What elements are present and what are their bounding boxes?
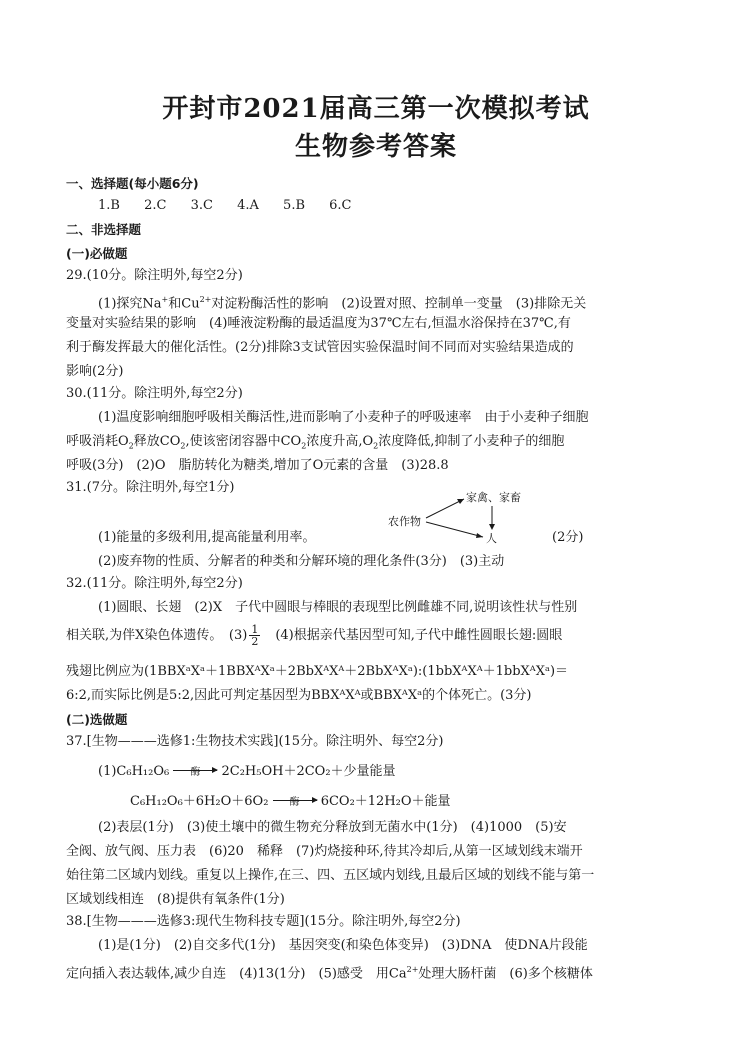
subsection-required: (一)必做题 xyxy=(66,246,128,261)
q32-heading: 32.(11分。除注明外,每空2分) xyxy=(66,576,243,591)
food-web-diagram xyxy=(388,488,538,544)
choice-answers xyxy=(98,196,372,216)
q38-heading: 38.[生物———选修3:现代生物科技专题](15分。除注明外,每空2分) xyxy=(66,914,461,929)
diagram-source-crop: 农作物 xyxy=(388,515,421,528)
q29-heading: 29.(10分。除注明外,每空2分) xyxy=(66,268,243,283)
q31-line-1a: (1)能量的多级利用,提高能量利用率。 xyxy=(98,530,316,545)
answer-3: 3.C xyxy=(190,198,213,213)
q32-line-1: (1)圆眼、长翅 (2)X 子代中圆眼与棒眼的表现型比例雌雄不同,说明该性状与性别 xyxy=(98,600,578,615)
section-heading-choice: 一、选择题(每小题6分) xyxy=(66,176,199,191)
q29-line-1: (1)探究Na+和$Cu^{2+}$对淀粉酶活性的影响 (2)设置对照、控制单一变量 (3)排除无关 xyxy=(98,295,587,312)
q31-line-2: (2)废弃物的性质、分解者的种类和分解环境的理化条件(3分) (3)主动 xyxy=(98,554,505,569)
q32-line-4: 6:2,而实际比例是5:2,因此可判定基因型为BBXᴬXᴬ或BBXᴬXᵃ的个体死亡。(3分) xyxy=(66,688,532,703)
q38-line-2: 定向插入表达载体,减少自连 (4)13(1分) (5)感受 用$Ca^{2+}$处理大肠杆菌 (6)多个核糖体 xyxy=(66,965,593,982)
q37-heading: 37.[生物———选修1:生物技术实践](15分。除注明外、每空2分) xyxy=(66,734,444,749)
diagram-node-livestock: 家禽、家畜 xyxy=(466,491,521,504)
section-heading-nonchoice: 二、非选择题 xyxy=(66,222,142,237)
q29-line-3: 利于酶发挥最大的催化活性。(2分)排除3支试管因实验保温时间不同而对实验结果造成的 xyxy=(66,340,574,355)
exam-title: 开封市2021届高三第一次模拟考试 xyxy=(162,94,590,124)
reaction-arrow: 酶 xyxy=(173,774,217,775)
arrowhead-icon xyxy=(476,533,483,538)
diagram-node-human: 人 xyxy=(486,532,497,544)
q31-line-1b: (2分) xyxy=(552,530,584,545)
arrow-crop-to-human xyxy=(426,522,483,537)
q31-heading: 31.(7分。除注明外,每空1分) xyxy=(66,480,235,495)
answer-4: 4.A xyxy=(237,198,259,213)
q37-line-4: 区域划线相连 (8)提供有氧条件(1分) xyxy=(66,892,285,907)
arrow-crop-to-livestock xyxy=(426,499,464,518)
q38-line-1: (1)是(1分) (2)自交多代(1分) 基因突变(和染色体变异) (3)DNA 使DNA片段能 xyxy=(98,938,588,953)
answer-5: 5.B xyxy=(283,198,306,213)
arrowhead-icon xyxy=(489,524,495,530)
reaction-arrow: 酶 xyxy=(273,804,317,805)
answer-2: 2.C xyxy=(144,198,167,213)
q29-line-4: 影响(2分) xyxy=(66,364,124,379)
q30-line-2: 呼吸消耗$O_2$释放$CO_2$,使该密闭容器中$CO_2$浓度升高$,O_2$浓度降低,抑制了小麦种子的细胞 xyxy=(66,434,565,451)
q37-equation-1: (1)C₆H₁₂O₆ 酶 2C₂H₅OH＋2CO₂＋少量能量 xyxy=(98,764,396,779)
answer-1: 1.B xyxy=(98,198,120,213)
q37-line-3: 始往第二区域内划线。重复以上操作,在三、四、五区域内划线,且最后区域的划线不能与第一 xyxy=(66,868,595,883)
fraction-one-half: $\frac{1}{2}$ xyxy=(251,623,259,648)
q37-line-1: (2)表层(1分) (3)使土壤中的微生物充分释放到无菌水中(1分) (4)1000 (5)安 xyxy=(98,820,567,835)
q29-line-2: 变量对实验结果的影响 (4)唾液淀粉酶的最适温度为37℃左右,恒温水浴保持在37℃,有 xyxy=(66,316,571,331)
q32-line-3: 残翅比例应为(1BBXᵃXᵃ＋1BBXᴬXᵃ＋2BbXᴬXᴬ＋2BbXᴬXᵃ):(1bbXᴬXᴬ＋1bbXᴬXᵃ)＝ xyxy=(66,664,569,679)
q37-equation-2: C₆H₁₂O₆＋6H₂O＋6O₂ 酶 6CO₂＋12H₂O＋能量 xyxy=(130,794,451,809)
q30-line-3: 呼吸(3分) (2)O 脂肪转化为糖类,增加了O元素的含量 (3)28.8 xyxy=(66,458,449,473)
q30-heading: 30.(11分。除注明外,每空2分) xyxy=(66,386,243,401)
subsection-optional: (二)选做题 xyxy=(66,712,128,727)
answer-6: 6.C xyxy=(329,198,352,213)
exam-subtitle: 生物参考答案 xyxy=(294,132,457,162)
q30-line-1: (1)温度影响细胞呼吸相关酶活性,进而影响了小麦种子的呼吸速率 由于小麦种子细胞 xyxy=(98,410,589,425)
q37-line-2: 全阀、放气阀、压力表 (6)20 稀释 (7)灼烧接种环,待其冷却后,从第一区域划线末端开 xyxy=(66,844,583,859)
q32-line-2: 相关联,为伴X染色体遗传。 (3) $\frac{1}{2}$ (4)根据亲代基因型可知,子代中雌性圆眼长翅:圆眼 xyxy=(66,623,563,648)
